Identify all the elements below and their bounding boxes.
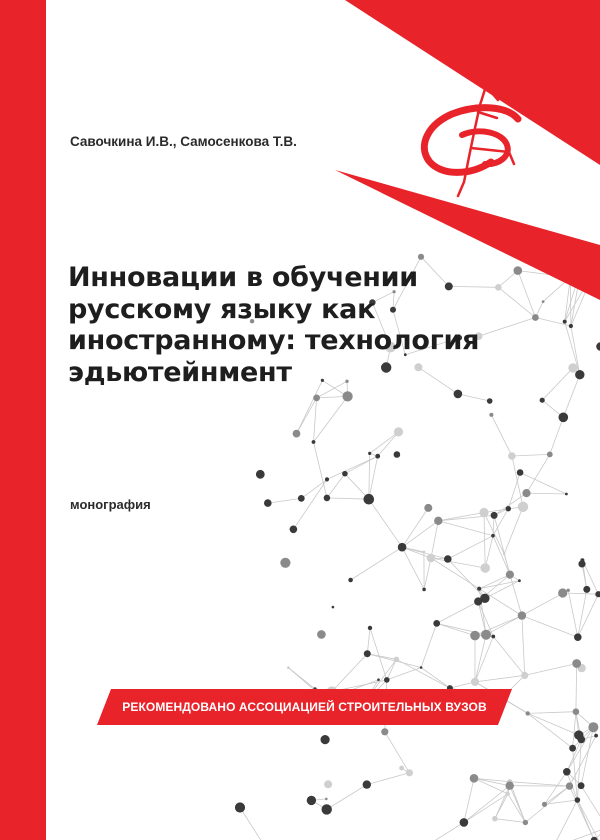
network-line	[418, 822, 464, 840]
network-line	[491, 415, 512, 456]
network-node	[342, 471, 348, 477]
network-node	[526, 711, 530, 715]
network-line	[573, 712, 576, 749]
network-line	[568, 590, 578, 637]
network-node	[491, 512, 498, 519]
network-line	[297, 398, 317, 434]
network-line	[578, 594, 599, 637]
network-line	[367, 773, 410, 785]
network-node	[394, 451, 401, 458]
network-line	[402, 547, 424, 589]
network-node	[444, 555, 452, 563]
network-node	[508, 452, 516, 460]
network-node	[580, 558, 584, 562]
network-node	[542, 802, 547, 807]
network-line	[508, 473, 520, 509]
network-line	[542, 368, 573, 400]
network-line	[527, 493, 567, 494]
network-line	[297, 380, 323, 433]
network-line	[370, 432, 399, 454]
recommendation-banner-text: РЕКОМЕНДОВАНО АССОЦИАЦИЕЙ СТРОИТЕЛЬНЫХ ВУЗОВ	[122, 700, 487, 714]
network-node	[460, 818, 469, 827]
network-node	[368, 626, 372, 630]
network-line	[437, 623, 475, 635]
network-line	[484, 507, 523, 513]
network-line	[421, 623, 437, 667]
network-node	[481, 630, 491, 640]
network-node	[506, 792, 510, 796]
network-node	[563, 768, 571, 776]
network-node	[325, 477, 329, 481]
network-line	[370, 628, 387, 680]
network-node	[521, 672, 528, 679]
network-node	[569, 324, 573, 328]
network-node	[381, 728, 388, 735]
network-line	[510, 786, 526, 823]
network-node	[364, 494, 375, 505]
network-node	[470, 631, 480, 641]
network-node	[394, 427, 403, 436]
network-node	[406, 769, 413, 776]
network-line	[563, 593, 599, 594]
network-node	[572, 659, 581, 668]
network-node	[332, 606, 335, 609]
network-line	[527, 454, 550, 493]
network-line	[486, 616, 522, 635]
title-line: эдьютейнмент	[68, 356, 292, 388]
network-node	[518, 579, 521, 582]
network-line	[458, 394, 490, 401]
network-node	[595, 591, 600, 597]
network-node	[313, 395, 320, 402]
network-node	[317, 630, 326, 639]
network-node	[394, 657, 399, 662]
network-node	[506, 506, 511, 511]
network-line	[508, 794, 526, 823]
network-line	[293, 479, 327, 529]
network-node	[287, 666, 290, 669]
network-line	[475, 675, 525, 682]
network-node	[324, 495, 331, 502]
network-node	[503, 553, 506, 556]
network-node	[575, 370, 584, 379]
network-node	[566, 782, 573, 789]
network-node	[596, 342, 600, 351]
network-node	[322, 804, 332, 814]
network-node	[558, 588, 567, 597]
network-line	[512, 454, 550, 456]
network-node	[424, 504, 432, 512]
network-line	[553, 800, 578, 840]
network-line	[367, 654, 396, 660]
network-line	[479, 575, 510, 589]
network-line	[448, 536, 493, 559]
network-node	[433, 620, 440, 627]
network-node	[540, 398, 545, 403]
network-node	[280, 558, 290, 568]
network-line	[550, 417, 564, 454]
network-line	[385, 732, 410, 773]
network-line	[369, 456, 378, 499]
network-node	[470, 774, 479, 783]
network-node	[256, 470, 265, 479]
network-node	[517, 469, 524, 476]
title-line: иностранному: технология	[68, 325, 480, 356]
network-node	[454, 390, 463, 399]
network-line	[525, 664, 577, 676]
network-node	[518, 502, 528, 512]
title-line: русскому языку как	[68, 293, 376, 325]
network-node	[514, 266, 523, 275]
network-line	[369, 499, 402, 547]
network-node	[427, 554, 436, 563]
network-line	[464, 794, 508, 823]
network-line	[528, 712, 576, 714]
network-node	[325, 798, 328, 801]
network-node	[594, 734, 598, 738]
network-line	[528, 713, 573, 748]
network-node	[568, 363, 577, 372]
network-node	[422, 588, 426, 592]
network-node	[506, 571, 514, 579]
network-node	[375, 454, 380, 459]
recommendation-banner	[97, 689, 512, 725]
network-line	[522, 616, 525, 676]
network-line	[504, 507, 523, 554]
network-line	[288, 668, 315, 689]
network-node	[518, 611, 526, 619]
network-line	[314, 396, 348, 442]
book-title	[68, 262, 508, 388]
network-line	[525, 786, 569, 822]
network-node	[348, 578, 353, 583]
network-node	[563, 320, 567, 324]
network-node	[522, 489, 530, 497]
network-line	[424, 558, 431, 589]
network-node	[377, 678, 380, 681]
network-line	[421, 668, 450, 689]
author-names: Савочкина И.В., Самосенкова Т.В.	[70, 134, 297, 149]
network-line	[545, 772, 567, 805]
network-line	[314, 398, 317, 442]
network-node	[324, 780, 332, 788]
network-line	[437, 602, 479, 624]
network-node	[290, 526, 298, 534]
network-line	[351, 547, 403, 580]
title-line: Инновации в обучении	[68, 262, 418, 293]
network-node	[307, 796, 316, 805]
network-node	[506, 782, 514, 790]
network-line	[495, 819, 526, 823]
network-node	[547, 452, 553, 458]
network-node	[471, 678, 479, 686]
network-node	[364, 650, 371, 657]
network-node	[368, 452, 371, 455]
network-node	[569, 745, 576, 752]
network-node	[523, 820, 528, 825]
network-node	[574, 730, 583, 739]
network-node	[477, 587, 481, 591]
network-line	[474, 778, 510, 785]
network-node	[583, 586, 590, 593]
network-node	[384, 677, 390, 683]
network-node	[423, 551, 426, 554]
network-line	[402, 521, 438, 547]
network-line	[240, 808, 269, 840]
network-line	[495, 786, 510, 819]
network-node	[559, 413, 569, 423]
network-node	[321, 735, 330, 744]
network-node	[479, 508, 488, 517]
network-node	[420, 666, 423, 669]
network-node	[363, 780, 371, 788]
network-node	[264, 499, 272, 507]
network-line	[402, 508, 428, 547]
network-line	[570, 786, 595, 840]
network-line	[581, 786, 600, 828]
network-line	[268, 498, 302, 503]
network-line	[327, 474, 345, 498]
network-line	[431, 521, 438, 558]
network-line	[327, 456, 378, 479]
network-line	[485, 536, 493, 568]
network-line	[522, 616, 578, 638]
book-genre: монография	[70, 497, 151, 512]
network-node	[492, 816, 498, 822]
network-node	[312, 440, 316, 444]
network-node	[418, 254, 424, 260]
network-line	[563, 375, 580, 418]
network-node	[434, 517, 442, 525]
network-node	[298, 495, 305, 502]
network-line	[576, 664, 577, 712]
network-line	[367, 628, 370, 654]
network-node	[489, 413, 493, 417]
network-node	[574, 633, 582, 641]
network-line	[493, 637, 524, 676]
network-line	[578, 589, 587, 637]
network-node	[399, 766, 404, 771]
network-node	[398, 543, 407, 552]
network-node	[480, 563, 490, 573]
network-node	[235, 802, 245, 812]
network-node	[578, 782, 585, 789]
network-node	[487, 398, 493, 404]
network-line	[577, 800, 600, 840]
network-node	[575, 797, 581, 803]
network-node	[293, 430, 301, 438]
network-node	[480, 594, 489, 603]
network-node	[588, 722, 598, 732]
network-line	[528, 713, 579, 735]
network-line	[327, 498, 369, 499]
network-node	[491, 534, 495, 538]
network-node	[565, 493, 568, 496]
network-node	[573, 708, 580, 715]
network-node	[532, 314, 539, 321]
network-line	[327, 785, 367, 810]
network-node	[491, 635, 495, 639]
network-node	[343, 391, 353, 401]
network-node	[542, 300, 545, 303]
